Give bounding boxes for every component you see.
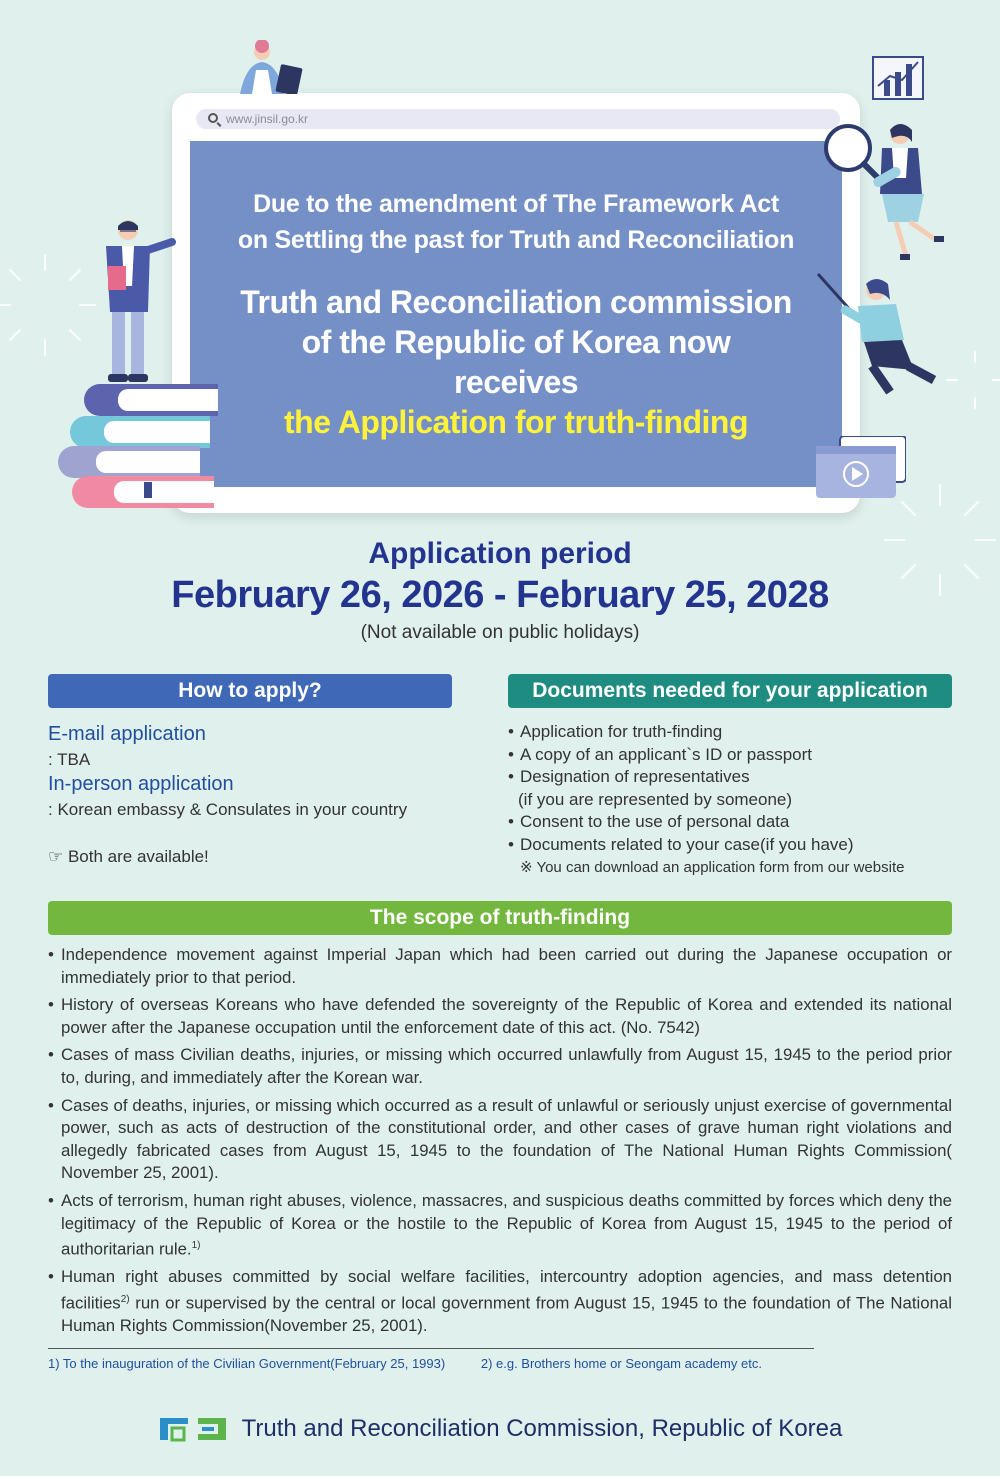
footnote-divider	[48, 1348, 814, 1349]
burst-decoration-left	[0, 250, 100, 360]
logo-icon	[158, 1414, 228, 1444]
headline-highlight: the Application for truth-finding	[284, 404, 748, 440]
woman-with-pointer-illustration	[812, 270, 952, 400]
woman-with-magnifier-illustration	[862, 118, 954, 268]
document-item: • A copy of an applicant`s ID or passport	[508, 744, 958, 767]
scope-item	[48, 1190, 952, 1261]
application-period-label: Application period	[368, 537, 632, 570]
headline-intro	[190, 186, 842, 258]
address-bar	[196, 109, 840, 129]
how-to-apply-section	[48, 722, 468, 869]
inperson-application-label: In-person application	[48, 773, 234, 795]
both-available-tip: ☞ Both are available!	[48, 847, 209, 866]
footnote-2: 2) e.g. Brothers home or Seongam academy etc.	[480, 1356, 762, 1371]
url-text: www.jinsil.go.kr	[226, 112, 309, 126]
search-icon	[208, 113, 218, 123]
footnote-ref-2: 2)	[120, 1293, 130, 1305]
headline-line-3: Truth and Reconciliation commission	[240, 284, 792, 320]
video-play-icon	[816, 436, 906, 500]
scope-item: • Cases of deaths, injuries, or missing which occurred as a result of unlawful or seriously unjust exercise of governmental power, such as acts of destruction of the constitutional order, and other cases of grave human right violations and allegedly fabricated cases from August 15, 1945 to the foundation of The National Human Rights Commission( November 25, 2001).	[48, 1095, 952, 1185]
application-period-dates: February 26, 2026 - February 25, 2028	[171, 574, 829, 616]
document-item-subnote: (if you are represented by someone)	[518, 789, 793, 809]
scope-item: • Cases of mass Civilian deaths, injuries, or missing which occurred unlawfully from August 15, 1945 to the period prior to, during, and immediately after the Korean war.	[48, 1044, 952, 1089]
scope-item-text: Acts of terrorism, human right abuses, violence, massacres, and suspicious deaths committed by forces which deny the legitimacy of the Republic of Korea or the hostile to the Republic of Korea from August 15, 1945 to the period of authoritarian rule.	[61, 1190, 952, 1259]
scope-banner: The scope of truth-finding	[48, 901, 952, 935]
footnote-ref-1: 1)	[191, 1240, 201, 1252]
inperson-application-value: : Korean embassy & Consulates in your country	[48, 800, 408, 819]
man-with-folder-illustration	[92, 216, 182, 386]
footer	[0, 1411, 1000, 1447]
burst-decoration-right-mid	[945, 350, 1000, 410]
scope-item	[48, 1266, 952, 1337]
scope-list	[48, 944, 952, 1343]
document-item: • Designation of representatives	[508, 766, 958, 789]
scope-item: • Independence movement against Imperial Japan which had been carried out during the Japanese occupation or immediately prior to that period.	[48, 944, 952, 989]
scope-item: • History of overseas Koreans who have defended the sovereignty of the Republic of Korea and extended its national power after the Japanese occupation until the enforcement date of this act. (No. 7542)	[48, 994, 952, 1039]
woman-with-tablet-illustration	[226, 40, 304, 94]
headline-line-4: of the Republic of Korea now	[301, 324, 731, 360]
footnote-1: 1) To the inauguration of the Civilian Government(February 25, 1993)	[48, 1356, 446, 1371]
scope-item-text-cont: run or supervised by the central or local government from August 15, 1945 to the foundation of The National Human Rights Commission(November 25, 2001).	[61, 1293, 952, 1336]
headline-main	[190, 282, 842, 402]
email-application-value: : TBA	[48, 750, 91, 769]
headline-line-5: receives	[453, 364, 579, 400]
scope-item-text: Human right abuses committed by social welfare facilities, intercountry adoption agencies, and mass detention facilities	[61, 1267, 952, 1313]
documents-banner: Documents needed for your application	[508, 674, 952, 708]
footnotes	[48, 1356, 794, 1371]
headline-line-1: Due to the amendment of The Framework Act	[253, 190, 779, 218]
email-application-label: E-mail application	[48, 723, 206, 745]
bar-chart-icon	[872, 56, 924, 100]
organization-name: Truth and Reconciliation Commission, Republic of Korea	[241, 1415, 843, 1442]
download-form-note: ※ You can download an application form from our website	[520, 858, 905, 876]
documents-section	[508, 721, 958, 879]
headline-line-2: on Settling the past for Truth and Reconciliation	[237, 226, 795, 254]
how-to-apply-banner: How to apply?	[48, 674, 452, 708]
document-item: • Documents related to your case(if you have)	[508, 834, 958, 857]
document-item: • Consent to the use of personal data	[508, 811, 958, 834]
document-item: • Application for truth-finding	[508, 721, 958, 744]
application-period-note: (Not available on public holidays)	[360, 622, 640, 643]
